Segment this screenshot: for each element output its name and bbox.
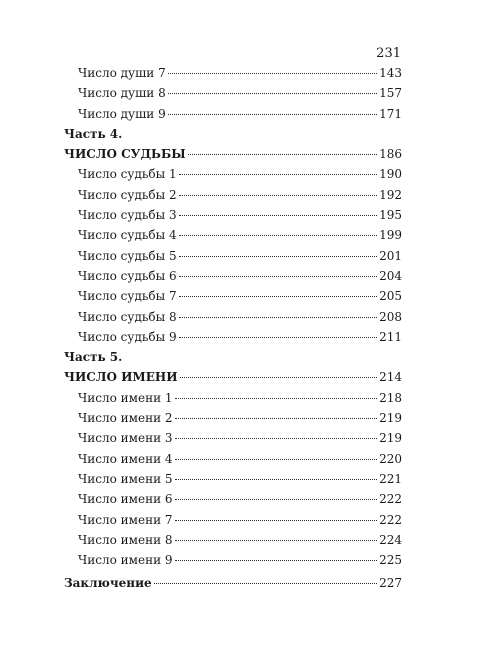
toc-entry[interactable]: [64, 310, 402, 330]
toc-entry-page: 199: [379, 228, 402, 243]
toc-leader-dots: [179, 276, 378, 277]
toc-entry[interactable]: [64, 452, 402, 472]
toc-entry-label: Число имени 6: [78, 492, 173, 507]
toc-entry-page: 195: [379, 208, 402, 223]
toc-entry-label: Число судьбы 1: [78, 167, 177, 182]
toc-leader-dots: [179, 317, 378, 318]
toc-part-label: [64, 350, 402, 370]
toc-entry-label: Число имени 5: [78, 471, 173, 486]
toc-leader-dots: [179, 215, 378, 216]
toc-part-label-text: Часть 5.: [64, 350, 123, 365]
toc-leader-dots: [175, 459, 378, 460]
toc-entry-label: Число судьбы 8: [78, 309, 177, 324]
toc-entry-page: 171: [379, 106, 402, 121]
toc-entry-label: Число души 9: [78, 106, 166, 121]
toc-entry-page: 208: [379, 309, 402, 324]
toc-leader-dots: [154, 583, 377, 584]
toc-entry-page: 205: [379, 289, 402, 304]
toc-leader-dots: [175, 418, 378, 419]
toc-part-title: ЧИСЛО СУДЬБЫ: [64, 147, 186, 162]
toc-leader-dots: [180, 377, 378, 378]
toc-leader-dots: [188, 154, 377, 155]
toc-leader-dots: [179, 256, 378, 257]
toc-entry-page: 157: [379, 86, 402, 101]
toc-entry[interactable]: [64, 66, 402, 86]
toc-entry-page: 143: [379, 66, 402, 80]
toc-leader-dots: [175, 499, 378, 500]
toc-entry[interactable]: [64, 167, 402, 187]
toc-entry-page: 204: [379, 268, 402, 283]
toc-entry-label: Число имени 9: [78, 553, 173, 568]
toc-entry-page: 186: [379, 147, 402, 162]
toc-entry[interactable]: [64, 391, 402, 411]
toc-entry-label: Число судьбы 3: [78, 208, 177, 223]
toc-part-entry[interactable]: [64, 147, 402, 167]
toc-entry-label: Число имени 3: [78, 431, 173, 446]
toc-entry[interactable]: [64, 533, 402, 553]
toc-leader-dots: [175, 438, 378, 439]
toc-entry[interactable]: [64, 411, 402, 431]
toc-leader-dots: [175, 479, 378, 480]
toc-entry-page: 221: [379, 471, 402, 486]
toc-entry[interactable]: [64, 188, 402, 208]
toc-leader-dots: [168, 114, 377, 115]
toc-leader-dots: [179, 296, 378, 297]
toc-entry-label: Число судьбы 4: [78, 228, 177, 243]
toc-leader-dots: [168, 93, 377, 94]
toc-entry-label: Число судьбы 6: [78, 268, 177, 283]
toc-part-entry[interactable]: [64, 370, 402, 390]
toc-entry-label: Число имени 4: [78, 451, 173, 466]
toc-leader-dots: [179, 195, 378, 196]
toc-entry-page: 220: [379, 451, 402, 466]
toc-part-label-text: Часть 4.: [64, 126, 123, 141]
toc-entry[interactable]: [64, 208, 402, 228]
page-number: 231: [376, 46, 401, 61]
toc-entry-conclusion[interactable]: [64, 576, 402, 596]
toc-leader-dots: [179, 174, 378, 175]
toc-leader-dots: [168, 73, 377, 74]
toc-part-title: ЧИСЛО ИМЕНИ: [64, 370, 178, 385]
toc-part-label: [64, 127, 402, 147]
toc-entry[interactable]: [64, 289, 402, 309]
toc-entry-label: Число судьбы 5: [78, 248, 177, 263]
toc-entry-page: 225: [379, 553, 402, 568]
toc-entry-page: 222: [379, 492, 402, 507]
toc-entry[interactable]: [64, 330, 402, 350]
toc-entry-page: 218: [379, 390, 402, 405]
toc-entry-page: 201: [379, 248, 402, 263]
toc-entry[interactable]: [64, 228, 402, 248]
toc-entry-page: 224: [379, 532, 402, 547]
toc-entry-page: 192: [379, 187, 402, 202]
toc-leader-dots: [175, 540, 378, 541]
toc-entry[interactable]: [64, 553, 402, 573]
toc-leader-dots: [175, 520, 378, 521]
toc-entry[interactable]: [64, 513, 402, 533]
toc-leader-dots: [179, 235, 378, 236]
toc-entry[interactable]: [64, 86, 402, 106]
toc-entry-label: Число имени 2: [78, 411, 173, 426]
toc-entry-page: 211: [379, 329, 402, 344]
toc-entry-label: Число имени 7: [78, 512, 173, 527]
toc-entry-page: 219: [379, 411, 402, 426]
toc-entry[interactable]: [64, 492, 402, 512]
toc-entry-label: Число судьбы 9: [78, 329, 177, 344]
toc-entry-label: Число имени 1: [78, 390, 173, 405]
toc-entry[interactable]: [64, 472, 402, 492]
toc-entry-page: 219: [379, 431, 402, 446]
toc-entry-page: 190: [379, 167, 402, 182]
table-of-contents: [64, 66, 402, 597]
toc-entry[interactable]: [64, 431, 402, 451]
toc-entry[interactable]: [64, 249, 402, 269]
toc-entry-page: 214: [379, 370, 402, 385]
toc-entry-label: Число души 8: [78, 86, 166, 101]
toc-leader-dots: [175, 560, 378, 561]
toc-entry-label: Число души 7: [78, 66, 166, 80]
toc-leader-dots: [179, 337, 378, 338]
toc-leader-dots: [175, 398, 378, 399]
toc-entry-label: Число судьбы 7: [78, 289, 177, 304]
toc-entry-label: Число судьбы 2: [78, 187, 177, 202]
toc-entry-page: 222: [379, 512, 402, 527]
toc-entry[interactable]: [64, 107, 402, 127]
toc-entry-label: Число имени 8: [78, 532, 173, 547]
toc-entry-page: 227: [379, 576, 402, 591]
toc-entry[interactable]: [64, 269, 402, 289]
toc-entry-label: Заключение: [64, 576, 152, 591]
